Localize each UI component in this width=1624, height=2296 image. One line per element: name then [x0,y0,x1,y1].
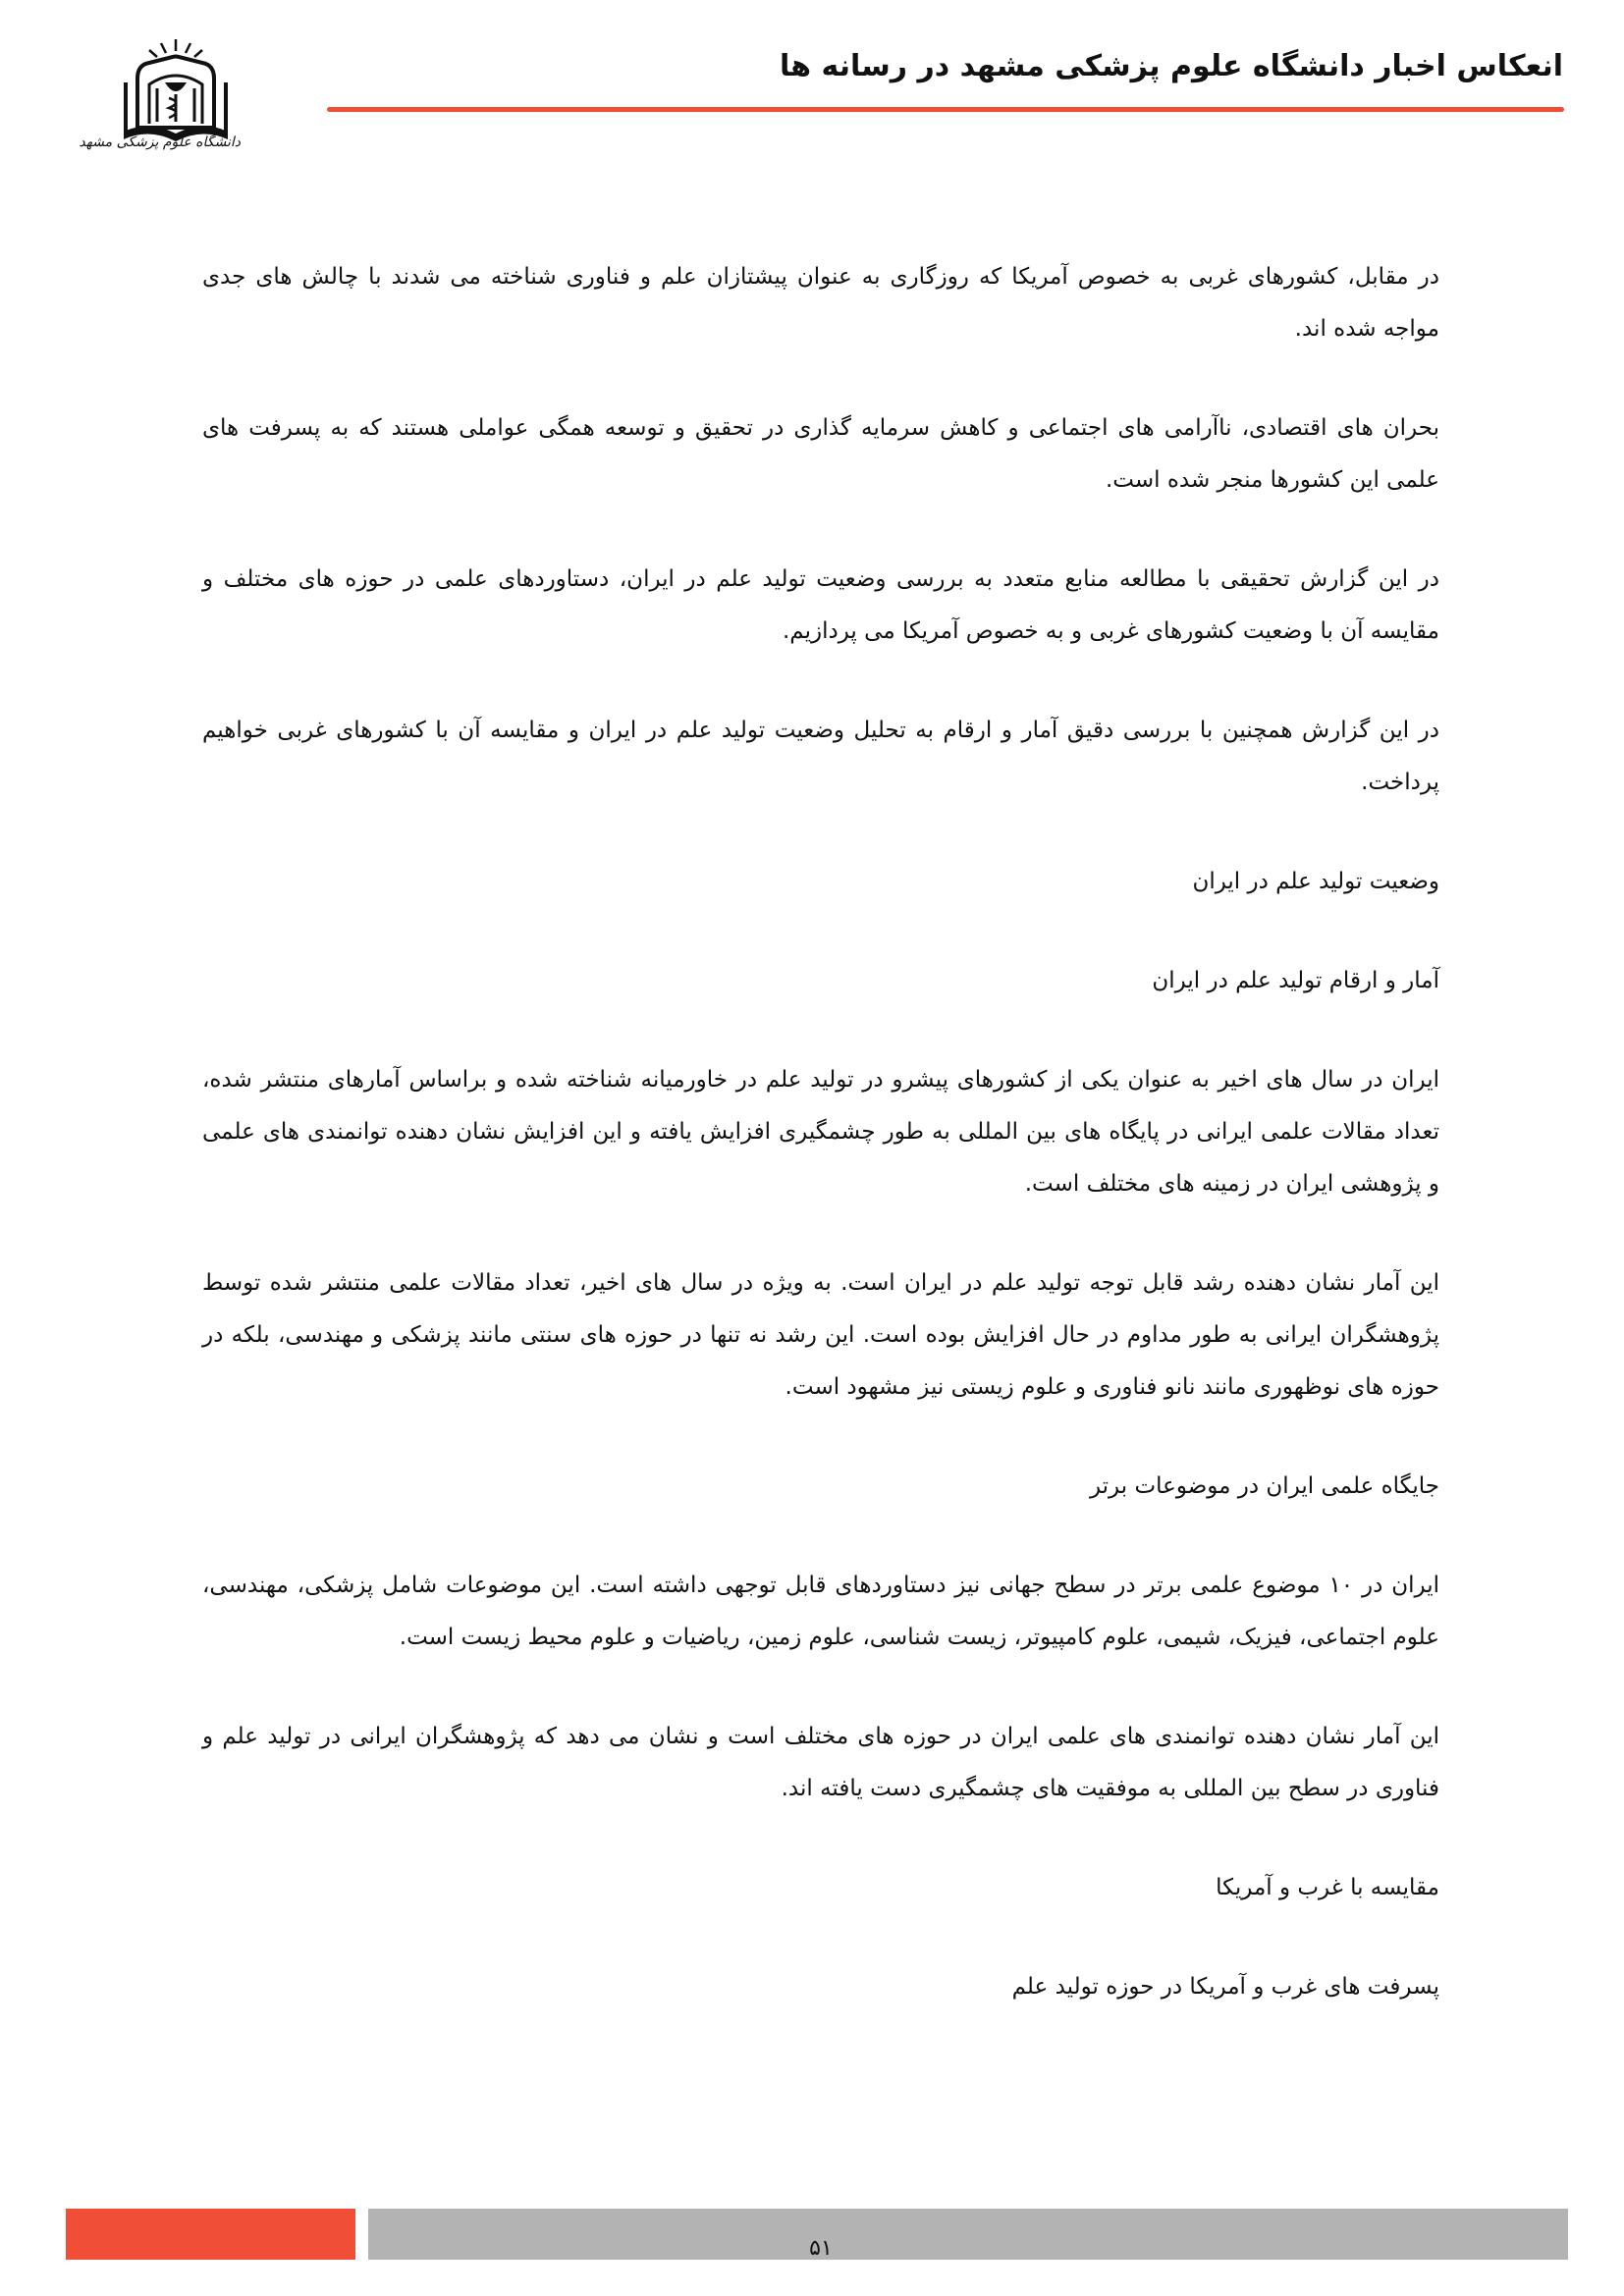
section-heading: جایگاه علمی ایران در موضوعات برتر [1089,1473,1439,1499]
section-heading: مقایسه با غرب و آمریکا [1216,1875,1439,1900]
section-heading: آمار و ارقام تولید علم در ایران [1152,968,1439,993]
article-body [202,251,1439,2060]
paragraph: بحران های اقتصادی، ناآرامی های اجتماعی و کاهش سرمایه گذاری در تحقیق و توسعه همگی عواملی هستند که به پسرفت های علمی این کشورها منجر شده است. [202,415,1439,493]
paragraph: این آمار نشان دهنده رشد قابل توجه تولید علم در ایران است. به ویژه در سال های اخیر، تعداد مقالات علمی منتشر شده توسط پژوهشگران ایرانی به طور مداوم در حال افزایش بوده است. این رشد نه تنها در حوزه های سنتی مانند پزشکی و مهندسی، بلکه در حوزه های نوظهوری مانند نانو فناوری و علوم زیستی نیز مشهود است. [202,1270,1439,1400]
footer-gray-bar [368,2209,1568,2260]
header-rule [327,107,1564,112]
university-logo [79,37,243,175]
footer-accent-bar [66,2209,355,2260]
paragraph: در مقابل، کشورهای غربی به خصوص آمریکا که روزگاری به عنوان پیشتازان علم و فناوری شناخته می شدند با چالش های جدی مواجه شده اند. [202,264,1439,342]
page-number: ۵۱ [809,2236,833,2261]
section-heading: پسرفت های غرب و آمریکا در حوزه تولید علم [1011,1974,1439,2000]
paragraph: در این گزارش تحقیقی با مطالعه منابع متعدد به بررسی وضعیت تولید علم در ایران، دستاوردهای علمی در حوزه های مختلف و مقایسه آن با وضعیت کشورهای غربی و به خصوص آمریکا می پردازیم. [202,566,1439,644]
logo-caption: دانشگاه علوم پزشکی مشهد [79,134,241,150]
page-title: انعکاس اخبار دانشگاه علوم پزشکی مشهد در رسانه ها [780,49,1563,83]
paragraph: این آمار نشان دهنده توانمندی های علمی ایران در حوزه های مختلف است و نشان می دهد که پژوهشگران ایرانی در تولید علم و فناوری در سطح بین المللی به موفقیت های چشمگیری دست یافته اند. [202,1724,1439,1801]
university-emblem-icon [79,37,243,175]
paragraph: در این گزارش همچنین با بررسی دقیق آمار و ارقام به تحلیل وضعیت تولید علم در ایران و مقایسه آن با کشورهای غربی خواهیم پرداخت. [202,718,1439,795]
section-heading: وضعیت تولید علم در ایران [1192,869,1439,894]
paragraph: ایران در ۱۰ موضوع علمی برتر در سطح جهانی نیز دستاوردهای قابل توجهی داشته است. این موضوعات شامل پزشکی، مهندسی، علوم اجتماعی، فیزیک، شیمی، علوم کامپیوتر، زیست شناسی، علوم زمین، ریاضیات و علوم محیط زیست است. [202,1573,1439,1650]
paragraph: ایران در سال های اخیر به عنوان یکی از کشورهای پیشرو در تولید علم در خاورمیانه شناخته شده و براساس آمارهای منتشر شده، تعداد مقالات علمی ایرانی در پایگاه های بین المللی به طور چشمگیری افزایش یافته و این افزایش نشان دهنده توانمندی های علمی و پژوهشی ایران در زمینه های مختلف است. [202,1067,1439,1197]
